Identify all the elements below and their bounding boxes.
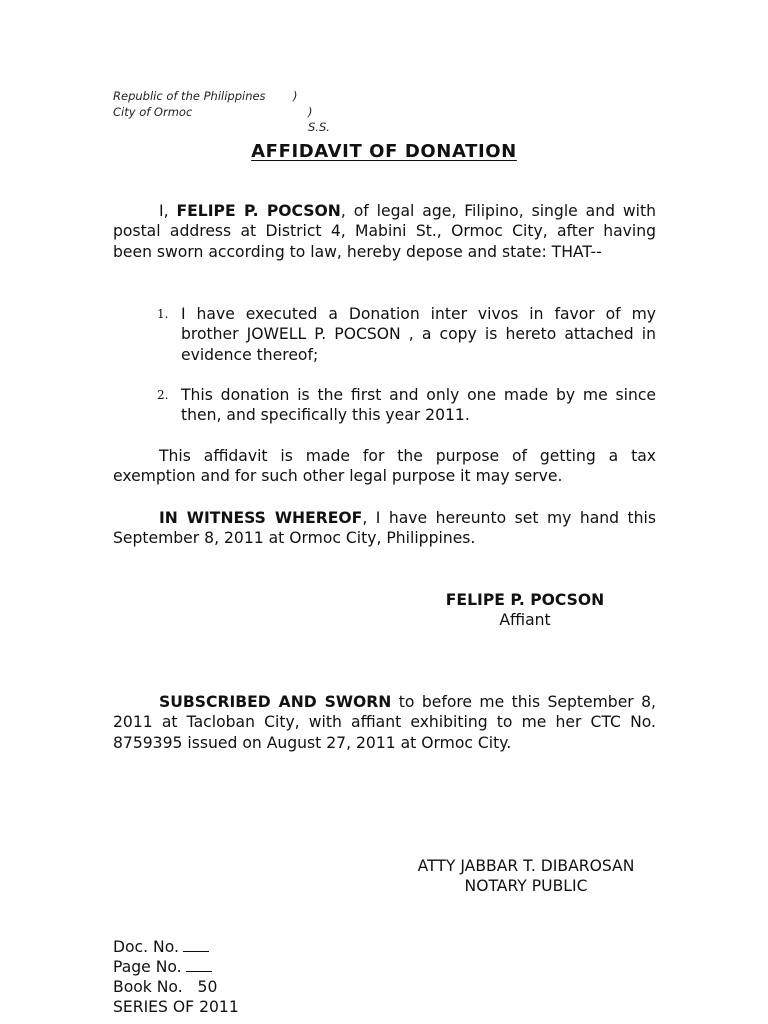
witness-lead: IN WITNESS WHEREOF	[159, 509, 363, 527]
witness-rest: , I have hereunto set my hand this September 8, 2011 at Ormoc City, Philippines.	[113, 509, 657, 548]
list-number: 2.	[157, 388, 169, 402]
venue-city: City of Ormoc	[113, 104, 193, 119]
jurat-lead: SUBSCRIBED AND SWORN	[159, 693, 392, 711]
book-no-value: 50	[197, 978, 218, 996]
affiant-name: FELIPE P. POCSON	[445, 591, 605, 609]
notary-name: ATTY JABBAR T. DIBAROSAN	[417, 857, 635, 875]
notary-title: NOTARY PUBLIC	[464, 877, 588, 896]
venue-paren: )	[293, 89, 298, 103]
intro-rest: , of legal age, Filipino, single and with postal address at District 4, Mabini St., Ormoc City, after having been sworn according to law, hereby depose and state: THAT--	[113, 202, 657, 261]
venue-ss: ) S.S.	[308, 104, 330, 134]
affiant-name-inline: FELIPE P. POCSON	[176, 202, 341, 220]
intro-paragraph	[113, 201, 656, 262]
intro-lead: I,	[159, 202, 177, 220]
witness-paragraph	[113, 508, 656, 549]
jurat-paragraph	[113, 692, 656, 753]
page-no-blank	[186, 958, 212, 972]
notarial-register-info	[113, 937, 239, 1017]
venue-country: Republic of the Philippines	[113, 89, 266, 103]
notary-signature-block	[395, 856, 657, 897]
list-number: 1.	[157, 307, 169, 321]
series-label: SERIES OF 2011	[113, 998, 239, 1016]
affiant-role: Affiant	[499, 611, 551, 630]
affiant-signature-block	[420, 590, 630, 631]
book-no-label: Book No.	[113, 978, 183, 996]
doc-no-label: Doc. No.	[113, 938, 179, 956]
page-no-label: Page No.	[113, 958, 182, 976]
doc-no-blank	[183, 938, 209, 952]
venue-block	[113, 89, 330, 134]
list-text: I have executed a Donation inter vivos in favor of my brother JOWELL P. POCSON , a copy is hereto attached in evidence thereof;	[181, 305, 656, 364]
jurat-rest: to before me this September 8, 2011 at Tacloban City, with affiant exhibiting to me her CTC No. 8759395 issued on August 27, 2011 at Ormoc City.	[113, 693, 656, 752]
purpose-paragraph: This affidavit is made for the purpose of getting a tax exemption and for such other legal purpose it may serve.	[113, 447, 656, 486]
document-title: AFFIDAVIT OF DONATION	[251, 141, 517, 162]
list-text: This donation is the first and only one made by me since then, and specifically this year 2011.	[181, 386, 656, 425]
